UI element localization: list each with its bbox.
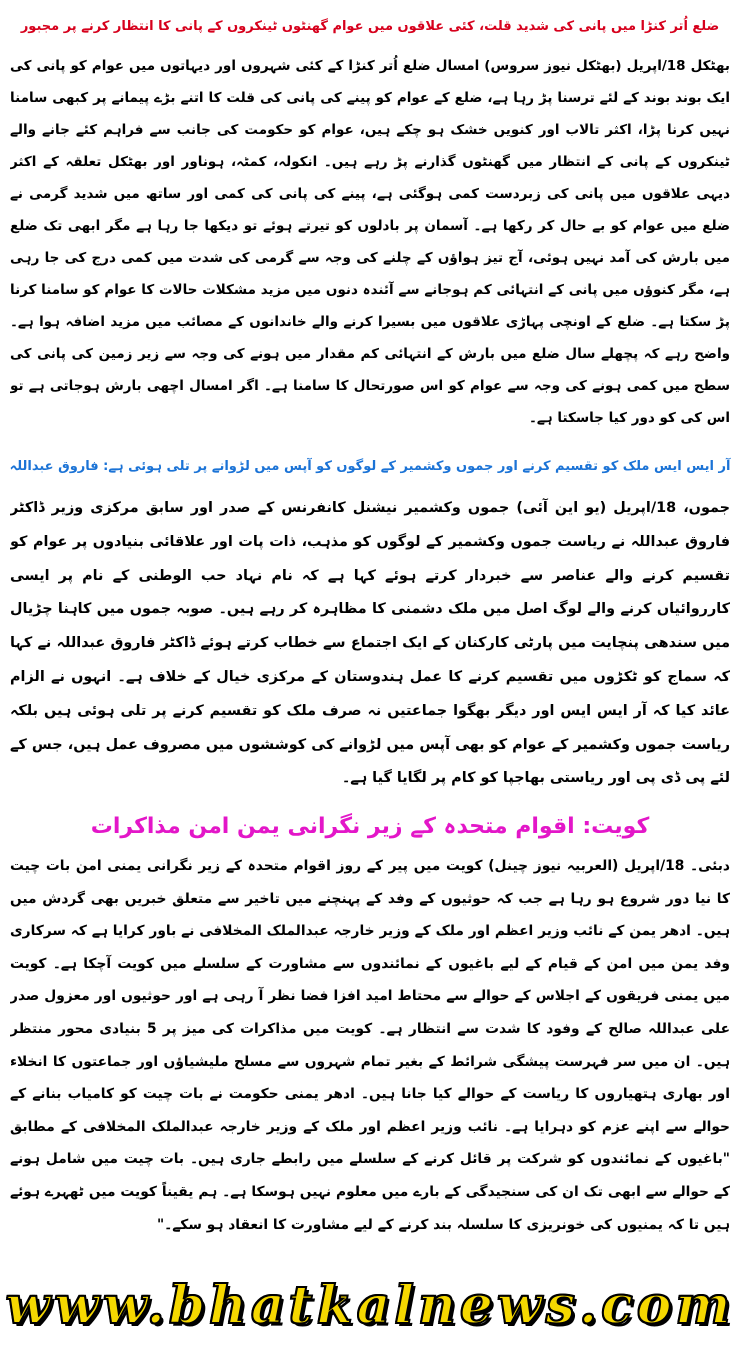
footer-banner bbox=[0, 1260, 740, 1350]
article-body-water-shortage: بھٹکل 18/اپریل (بھٹکل نیوز سروس) امسال ضلع اُتر کنڑا کے کئی شہروں اور دیہاتوں میں عوام کو پانی کی ایک بوند بوند کے لئے ترسنا پڑ رہا ہے، ضلع کے عوام کو پینے کی پانی کی قلت کا اتنے بڑے پیمانے پر کبھی سامنا نہیں کرنا پڑا، اکثر تالاب اور کنویں خشک ہو چکے ہیں، عوام کو حکومت کی جانب سے فراہم کئے جانے والے ٹینکروں کے پانی کے انتظار میں گھنٹوں گذارنے پڑ رہے ہیں۔ انکولہ، کمٹہ، ہوناور اور بھٹکل تعلقہ کے اکثر دیہی علاقوں میں پانی کی زبردست کمی ہوگئی ہے، پینے کی پانی کی کمی اور ساتھ میں شدید گرمی نے ضلع میں عوام کو بے حال کر رکھا ہے۔ آسمان پر بادلوں کو تیرتے ہوئے تو دیکھا جا رہا ہے مگر ابھی تک ضلع میں بارش کی آمد نہیں ہوئی، آج تیز ہواؤں کے چلنے کی وجہ سے گرمی کی شدت میں کمی درج کی جا رہی ہے، مگر کنوؤں میں پانی کے انتہائی کم ہوجانے سے آئندہ دنوں میں مزید مشکلات حالات کا عوام کو سامنا کرنا پڑ سکتا ہے۔ ضلع کے اونچی پہاڑی علاقوں میں بسیرا کرنے والے خاندانوں کے مصائب میں مزید اضافہ ہوا ہے۔ واضح رہے کہ پچھلے سال ضلع میں بارش کے انتہائی کم مقدار میں ہونے کی وجہ سے زیر زمین کی پانی کی سطح میں کمی ہونے کی وجہ سے عوام کو اس صورتحال کا سامنا ہے۔ اگر امسال اچھی بارش ہوجاتی ہے تو اس کی کو دور کیا جاسکتا ہے۔ bbox=[10, 58, 730, 426]
website-url[interactable]: www.bhatkalnews.com bbox=[5, 1274, 735, 1336]
article-body-farooq-abdullah: جموں، 18/اپریل (یو این آئی) جموں وکشمیر نیشنل کانفرنس کے صدر اور سابق مرکزی وزیر ڈاکٹر فاروق عبداللہ نے ریاست جموں وکشمیر کے لوگوں کو مذہب، ذات پات اور علاقائی بنیادوں پر عوام کو تقسیم کرنے والے عناصر سے خبردار کرتے ہوئے کہا ہے کہ نام نہاد حب الوطنی کے نام پر ایسی کارروائیاں کرنے والے لوگ اصل میں ملک دشمنی کا مظاہرہ کر رہے ہیں۔ صوبہ جموں میں کاہنا چڑیال میں سندھی پنچایت میں پارٹی کارکنان کے ایک اجتماع سے خطاب کرتے ہوئے ڈاکٹر فاروق عبداللہ نے کہا کہ سماج کو ٹکڑوں میں تقسیم کرنے کا عمل ہندوستان کے مرکزی خیال کے خلاف ہے۔ انہوں نے الزام عائد کیا کہ آر ایس ایس اور دیگر بھگوا جماعتیں نہ صرف ملک کو تقسیم کرنے پر تلی ہوئی ہیں بلکہ ریاست جموں وکشمیر کے عوام کو بھی آپس میں لڑوانے کی کوششوں میں مصروف عمل ہیں، جس کے لئے پی ڈی پی اور ریاستی بھاجپا کو کام پر لگایا گیا ہے۔ bbox=[10, 500, 730, 787]
article-headline-farooq-abdullah: آر ایس ایس ملک کو تقسیم کرنے اور جموں وکشمیر کے لوگوں کو آپس میں لڑوانے پر تلی ہوئی ہے: فاروق عبداللہ bbox=[9, 459, 731, 474]
article-headline-water-shortage: ضلع اُتر کنڑا میں پانی کی شدید قلت، کئی علاقوں میں عوام گھنٹوں ٹینکروں کے پانی کا انتظار کرنے پر مجبور bbox=[20, 19, 720, 34]
article-headline-kuwait-yemen-talks: کویت: اقوام متحدہ کے زیر نگرانی یمن امن مذاکرات bbox=[90, 814, 650, 839]
article-body-kuwait-yemen-talks: دبئی۔ 18/اپریل (العربیہ نیوز چینل) کویت میں پیر کے روز اقوام متحدہ کے زیر نگرانی یمنی امن بات چیت کا نیا دور شروع ہو رہا ہے جب کہ حوثیوں کے وفد کے پہنچنے میں تاخیر سے متعلق خبریں بھی گردش میں ہیں۔ ادھر یمن کے نائب وزیر اعظم اور ملک کے وزیر خارجہ عبدالملک المخلافی نے باور کرایا ہے کہ سرکاری وفد یمن میں امن کے قیام کے لیے باغیوں کے نمائندوں سے مشاورت کے سلسلے میں کویت آچکا ہے۔ کویت میں یمنی فریقوں کے اجلاس کے حوالے سے محتاط امید افزا فضا نظر آ رہی ہے اور حوثیوں اور معزول صدر علی عبداللہ صالح کے وفود کا شدت سے انتظار ہے۔ کویت میں مذاکرات کی میز پر 5 بنیادی محور منتظر ہیں۔ ان میں سر فہرست پیشگی شرائط کے بغیر تمام شہروں سے مسلح ملیشیاؤں اور جماعتوں کا انخلاء اور بھاری ہتھیاروں کا ریاست کے حوالے کیا جانا ہیں۔ ادھر یمنی حکومت نے بات چیت کو کامیاب بنانے کے حوالے سے اپنے عزم کو دہرایا ہے۔ نائب وزیر اعظم اور ملک کے وزیر خارجہ عبدالملک المخلافی کے مطابق "باغیوں کے نمائندوں کو شرکت پر قائل کرنے کے سلسلے میں رابطے جاری ہیں۔ بات چیت میں شامل ہونے کے حوالے سے ابھی تک ان کی سنجیدگی کے بارے میں معلوم نہیں ہوسکا ہے۔ ہم یقیناً کویت میں ٹھہرے ہوئے ہیں تا کہ یمنیوں کی خونریزی کا سلسلہ بند کرنے کے لیے مشاورت کا انعقاد ہو سکے۔" bbox=[10, 858, 730, 1233]
